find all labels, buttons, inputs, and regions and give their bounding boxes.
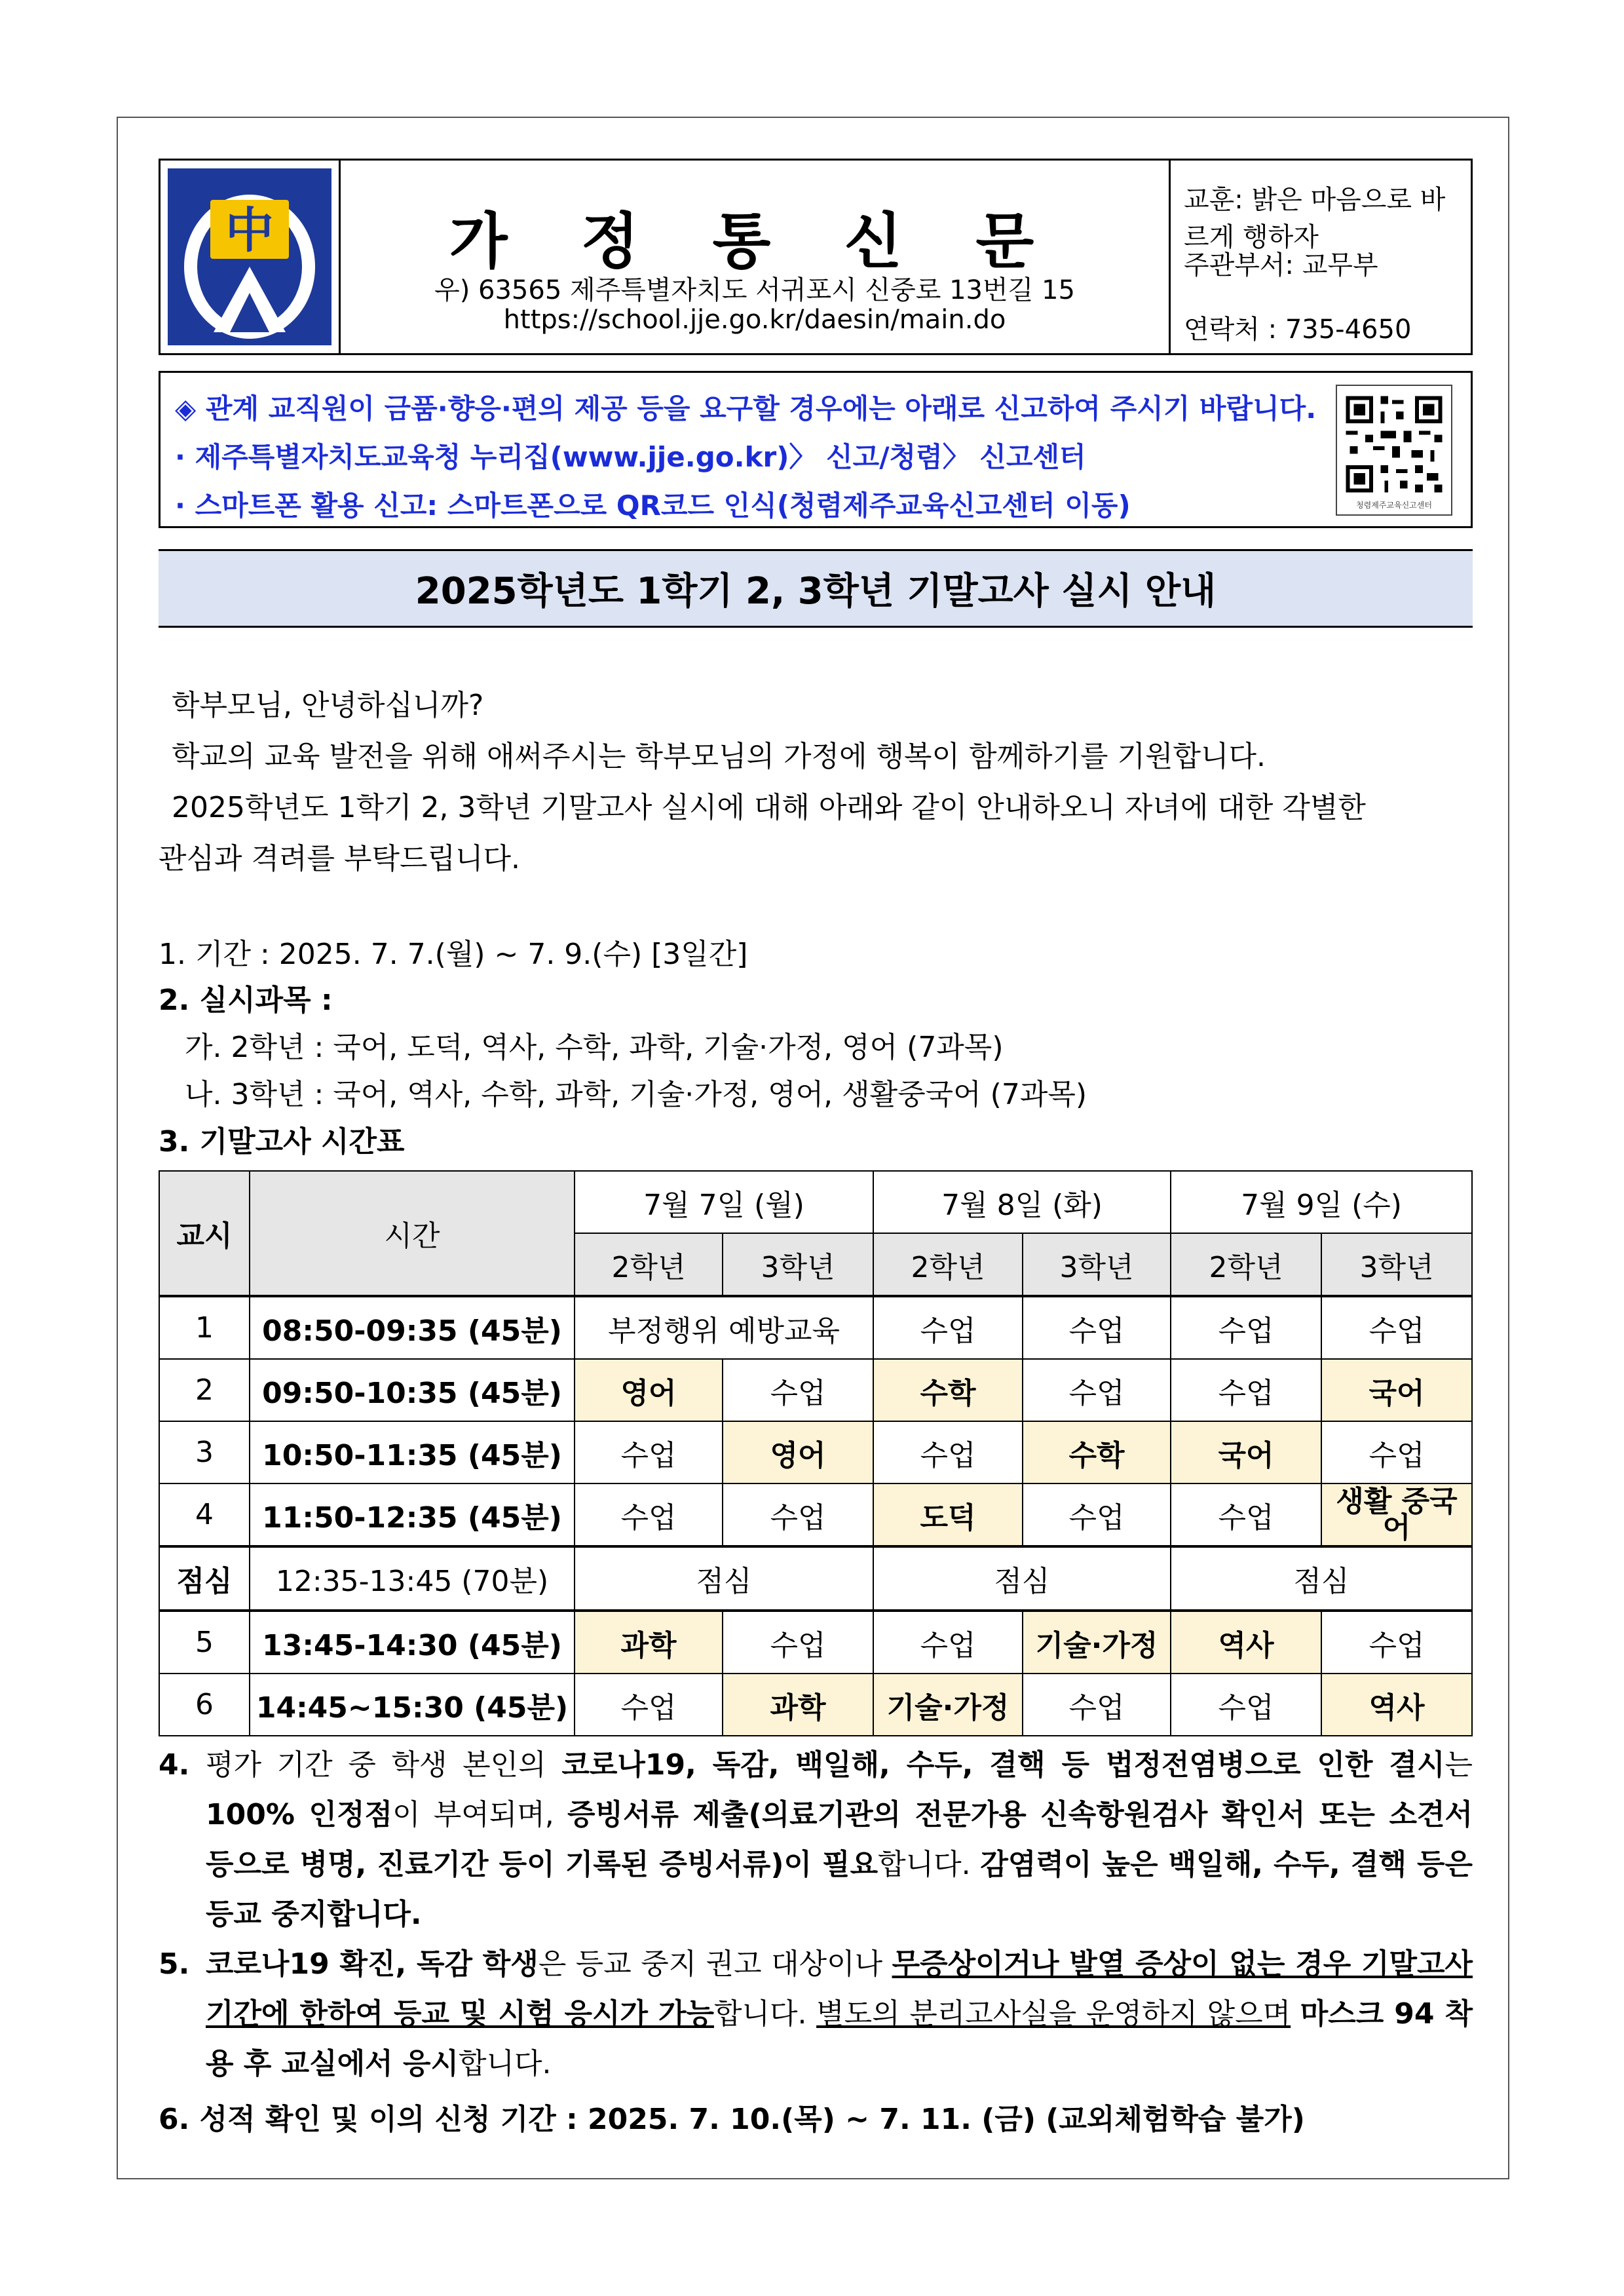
grade-header: 3학년 xyxy=(723,1233,873,1296)
note-5-emphasis: 무증상이거나 발열 증상이 없는 경우 기말고사 기간에 한하여 등교 및 시험 응시가 가능 xyxy=(206,1947,1473,2031)
period-cell: 1 xyxy=(159,1296,250,1359)
note-4-emphasis: 코로나19, 독감, 백일해, 수두, 결핵 등 법정전염병으로 인한 결시 xyxy=(561,1748,1445,1782)
note-5-emphasis: 코로나19 확진, 독감 학생 xyxy=(206,1947,538,1981)
note-5-number: 5. xyxy=(159,1947,190,1981)
exam-cell: 영어 xyxy=(723,1421,873,1483)
schedule-cell: 수업 xyxy=(1023,1359,1171,1421)
schedule-cell: 수업 xyxy=(1321,1296,1472,1359)
grade-header: 2학년 xyxy=(873,1233,1023,1296)
grade-header: 3학년 xyxy=(1321,1233,1472,1296)
table-row xyxy=(159,1359,1472,1421)
note-4-text: 이 부여되며, xyxy=(392,1798,567,1831)
info-cell xyxy=(1171,161,1471,353)
schedule-cell: 수업 xyxy=(1171,1483,1321,1546)
note-4-emphasis: 증빙서류 제출(의료기관의 전문가용 신속항원검사 확인서 또는 소견서 등으로 병명, 진료기간 등이 기록된 증빙서류)이 필요 xyxy=(206,1798,1473,1881)
grade-header: 2학년 xyxy=(1171,1233,1321,1296)
note-5-text: 은 등교 중지 권고 대상이나 xyxy=(538,1947,892,1981)
period-cell: 3 xyxy=(159,1421,250,1483)
exam-period: 1. 기간 : 2025. 7. 7.(월) ~ 7. 9.(수) [3일간] xyxy=(159,938,748,971)
schedule-cell: 수업 xyxy=(1023,1483,1171,1546)
report-notice xyxy=(159,371,1473,528)
exam-cell: 국어 xyxy=(1171,1421,1321,1483)
time-cell: 12:35-13:45 (70분) xyxy=(250,1546,575,1611)
period-cell: 4 xyxy=(159,1483,250,1546)
department: 주관부서: 교무부 xyxy=(1184,250,1378,280)
subjects-label: 2. 실시과목 : xyxy=(159,984,333,1017)
exam-cell: 국어 xyxy=(1321,1359,1472,1421)
table-row xyxy=(159,1421,1472,1483)
period-cell: 5 xyxy=(159,1611,250,1674)
school-logo xyxy=(168,168,331,345)
schedule-cell: 수업 xyxy=(575,1674,723,1736)
period-cell: 2 xyxy=(159,1359,250,1421)
qr-code-icon xyxy=(1337,389,1451,500)
greeting-line-3: 2025학년도 1학기 2, 3학년 기말고사 실시에 대해 아래와 같이 안내하오니 자녀에 대한 각별한 xyxy=(172,791,1366,824)
note-4 xyxy=(159,1740,1473,1940)
table-row xyxy=(159,1546,1472,1611)
lunch-cell: 점심 xyxy=(1171,1546,1472,1611)
table-row xyxy=(159,1296,1472,1359)
note-6: 6. 성적 확인 및 이의 신청 기간 : 2025. 7. 10.(목) ~ 7. 11. (금) (교외체험학습 불가) xyxy=(159,2103,1305,2136)
schedule-cell: 부정행위 예방교육 xyxy=(575,1296,873,1359)
exam-timetable xyxy=(159,1170,1473,1736)
exam-cell: 도덕 xyxy=(873,1483,1023,1546)
note-4-emphasis: 감염력이 높은 백일해, 수두, 결핵 등은 등교 중지합니다. xyxy=(206,1848,1473,1931)
school-url[interactable]: https://school.jje.go.kr/daesin/main.do xyxy=(503,305,1006,335)
grade2-subjects: 가. 2학년 : 국어, 도덕, 역사, 수학, 과학, 기술·가정, 영어 (7과목) xyxy=(185,1031,1004,1064)
exam-cell: 수학 xyxy=(1023,1421,1171,1483)
note-5-text: 합니다. xyxy=(713,1997,817,2031)
timetable-label: 3. 기말고사 시간표 xyxy=(159,1125,405,1158)
schedule-cell: 수업 xyxy=(575,1483,723,1546)
report-line-2: · 제주특별자치도교육청 누리집(www.jje.go.kr)〉 신고/청렴〉 신고센터 xyxy=(175,441,1086,473)
schedule-cell: 수업 xyxy=(1171,1296,1321,1359)
schedule-cell: 수업 xyxy=(873,1296,1023,1359)
note-4-text: 평가 기간 중 학생 본인의 xyxy=(206,1748,562,1782)
table-row xyxy=(159,1611,1472,1674)
schedule-cell: 수업 xyxy=(1321,1421,1472,1483)
schedule-cell: 수업 xyxy=(1023,1674,1171,1736)
exam-cell: 생활 중국어 xyxy=(1321,1483,1472,1546)
period-cell: 점심 xyxy=(159,1546,250,1611)
qr-code[interactable] xyxy=(1336,385,1452,516)
exam-cell: 역사 xyxy=(1171,1611,1321,1674)
schedule-cell: 수업 xyxy=(723,1611,873,1674)
note-5-emphasis: 마스크 94 착용 후 교실에서 응시 xyxy=(206,1997,1473,2080)
note-4-text: 합니다. xyxy=(878,1848,981,1881)
day-header: 7월 9일 (수) xyxy=(1171,1171,1472,1233)
report-line-1: ◈ 관계 교직원이 금품·향응·편의 제공 등을 요구할 경우에는 아래로 신고하여 주시기 바랍니다. xyxy=(175,392,1317,425)
exam-cell: 과학 xyxy=(723,1674,873,1736)
schedule-cell: 수업 xyxy=(873,1611,1023,1674)
note-4-text: 는 xyxy=(1445,1748,1473,1782)
exam-cell: 영어 xyxy=(575,1359,723,1421)
qr-caption: 청렴제주교육신고센터 xyxy=(1356,501,1432,510)
note-5 xyxy=(159,1940,1473,2089)
time-cell: 10:50-11:35 (45분) xyxy=(250,1421,575,1483)
time-cell: 09:50-10:35 (45분) xyxy=(250,1359,575,1421)
schedule-cell: 수업 xyxy=(873,1421,1023,1483)
school-address: 우) 63565 제주특별자치도 서귀포시 신중로 13번길 15 xyxy=(434,275,1075,305)
note-5-underline: 별도의 분리고사실을 운영하지 않으며 xyxy=(816,1997,1291,2031)
note-4-emphasis: 100% 인정점 xyxy=(206,1798,392,1831)
day-header: 7월 7일 (월) xyxy=(575,1171,873,1233)
period-cell: 6 xyxy=(159,1674,250,1736)
time-cell: 11:50-12:35 (45분) xyxy=(250,1483,575,1546)
schedule-cell: 수업 xyxy=(723,1359,873,1421)
exam-cell: 역사 xyxy=(1321,1674,1472,1736)
greeting-line-4: 관심과 격려를 부탁드립니다. xyxy=(159,842,521,875)
logo-text: 中 xyxy=(225,202,274,259)
schedule-cell: 수업 xyxy=(1023,1296,1171,1359)
title-cell xyxy=(341,161,1171,353)
announcement-title: 2025학년도 1학기 2, 3학년 기말고사 실시 안내 xyxy=(159,549,1473,628)
time-cell: 13:45-14:30 (45분) xyxy=(250,1611,575,1674)
greeting-line-1: 학부모님, 안녕하십니까? xyxy=(172,689,484,722)
exam-cell: 기술·가정 xyxy=(1023,1611,1171,1674)
table-row xyxy=(159,1674,1472,1736)
lunch-cell: 점심 xyxy=(873,1546,1171,1611)
schedule-cell: 수업 xyxy=(1321,1611,1472,1674)
grade-header: 2학년 xyxy=(575,1233,723,1296)
grade-header: 3학년 xyxy=(1023,1233,1171,1296)
schedule-cell: 수업 xyxy=(1171,1359,1321,1421)
exam-cell: 수학 xyxy=(873,1359,1023,1421)
grade3-subjects: 나. 3학년 : 국어, 역사, 수학, 과학, 기술·가정, 영어, 생활중국어 (7과목) xyxy=(185,1078,1087,1111)
time-cell: 14:45~15:30 (45분) xyxy=(250,1674,575,1736)
day-header: 7월 8일 (화) xyxy=(873,1171,1171,1233)
newsletter-title: 가 정 통 신 문 xyxy=(449,206,1061,277)
note-5-text xyxy=(1291,1997,1300,2031)
note-4-number: 4. xyxy=(159,1748,190,1782)
schedule-cell: 수업 xyxy=(575,1421,723,1483)
school-logo-cell xyxy=(161,161,341,353)
exam-cell: 과학 xyxy=(575,1611,723,1674)
lunch-cell: 점심 xyxy=(575,1546,873,1611)
time-cell: 08:50-09:35 (45분) xyxy=(250,1296,575,1359)
contact: 연락처 : 735-4650 xyxy=(1184,315,1412,345)
schedule-cell: 수업 xyxy=(1171,1674,1321,1736)
note-5-text: 합니다. xyxy=(459,2047,552,2080)
report-line-3: · 스마트폰 활용 신고: 스마트폰으로 QR코드 인식(청렴제주교육신고센터 이동) xyxy=(175,489,1131,522)
schedule-cell: 수업 xyxy=(723,1483,873,1546)
newsletter-header xyxy=(159,159,1473,355)
col-time-header: 시간 xyxy=(250,1171,575,1296)
col-period-header: 교시 xyxy=(159,1171,250,1296)
exam-cell: 기술·가정 xyxy=(873,1674,1023,1736)
greeting-line-2: 학교의 교육 발전을 위해 애써주시는 학부모님의 가정에 행복이 함께하기를 기원합니다. xyxy=(172,740,1266,773)
school-motto: 교훈: 밝은 마음으로 바르게 행하자 xyxy=(1184,185,1446,252)
table-row xyxy=(159,1483,1472,1546)
